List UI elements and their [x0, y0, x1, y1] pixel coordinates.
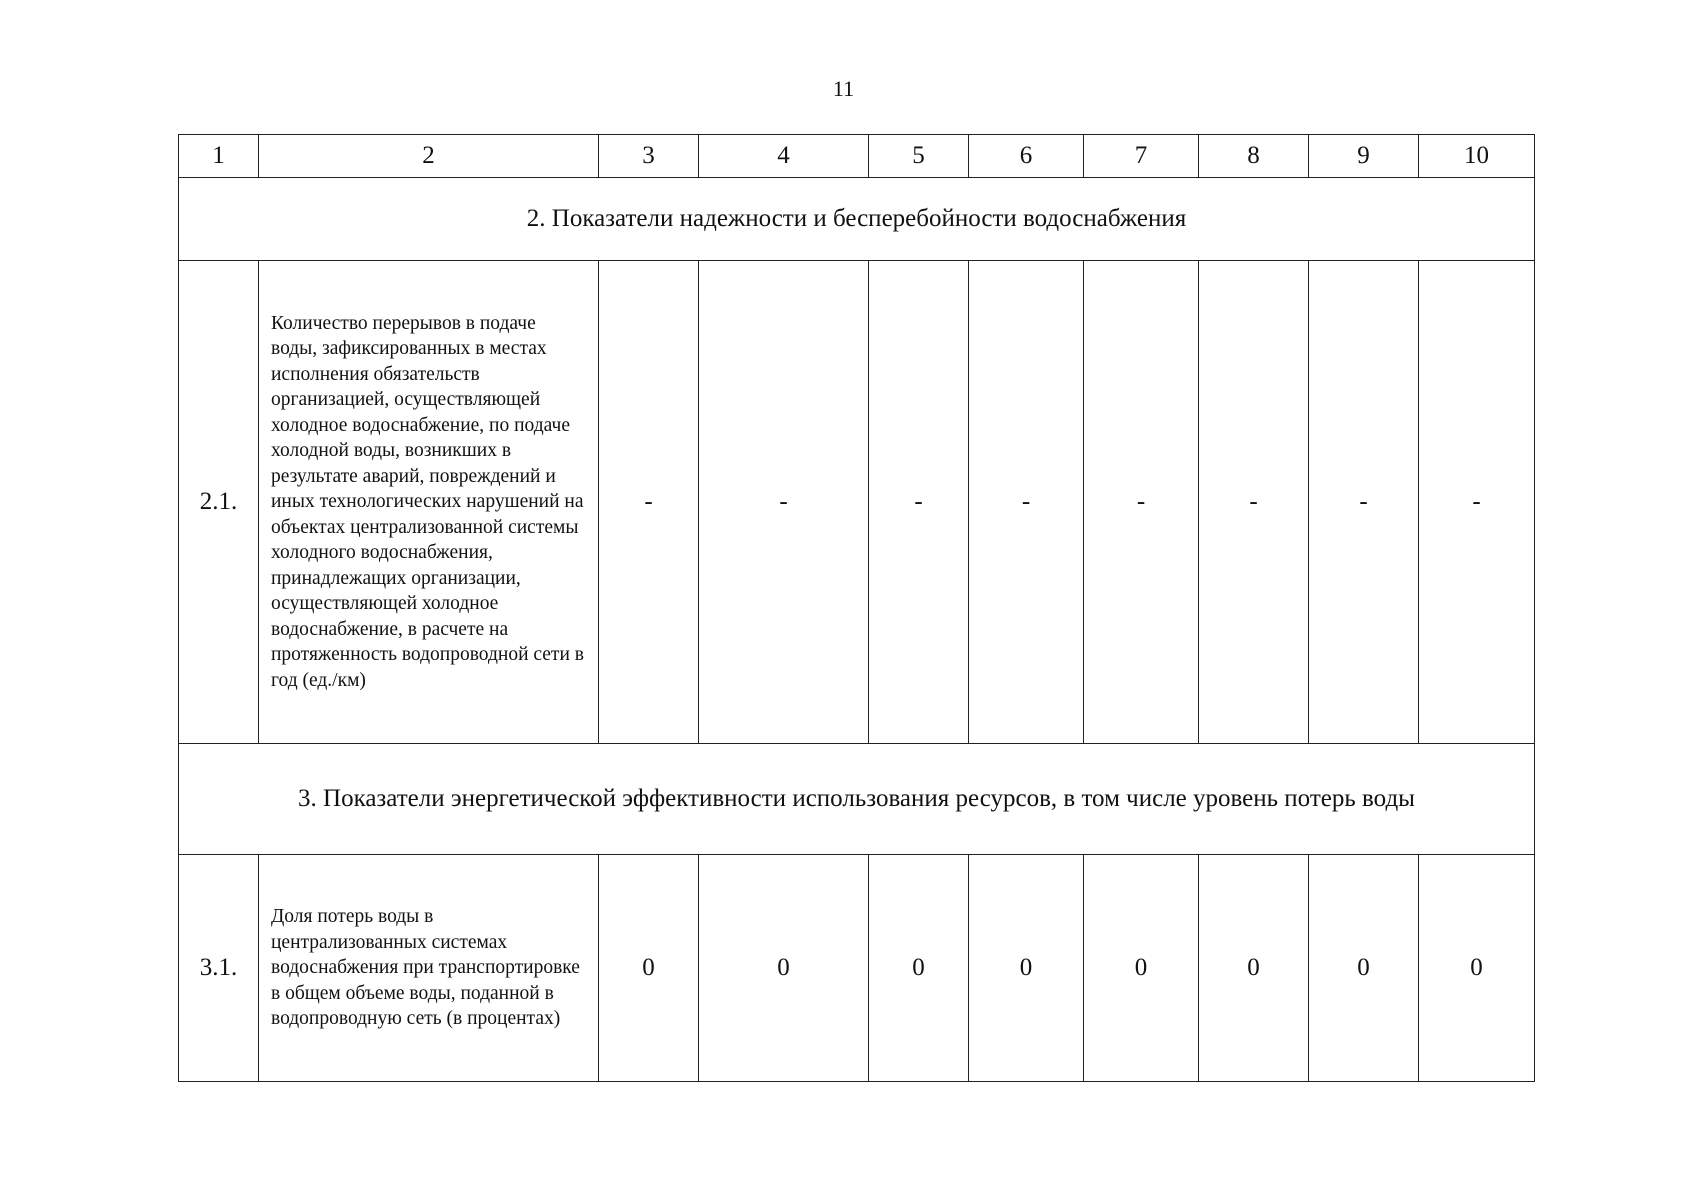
row-number: 3.1.	[179, 855, 259, 1082]
indicators-table	[178, 134, 1535, 1082]
column-header: 3	[599, 135, 699, 178]
section-title: 3. Показатели энергетической эффективности использования ресурсов, в том числе уровень потерь воды	[179, 744, 1535, 855]
value-cell: 0	[1419, 855, 1535, 1082]
value-cell: 0	[969, 855, 1084, 1082]
row-number: 2.1.	[179, 261, 259, 744]
value-cell: 0	[1084, 855, 1199, 1082]
column-header: 6	[969, 135, 1084, 178]
value-cell: -	[869, 261, 969, 744]
value-cell: -	[1084, 261, 1199, 744]
row-description: Доля потерь воды в централизованных системах водоснабжения при транспортировке в общем объеме воды, поданной в водопроводную сеть (в процентах)	[259, 855, 599, 1082]
value-cell: -	[969, 261, 1084, 744]
value-cell: 0	[1309, 855, 1419, 1082]
value-cell: -	[1419, 261, 1535, 744]
section-row	[179, 744, 1535, 855]
table-row	[179, 261, 1535, 744]
column-header: 10	[1419, 135, 1535, 178]
column-header: 9	[1309, 135, 1419, 178]
value-cell: -	[1199, 261, 1309, 744]
value-cell: 0	[599, 855, 699, 1082]
column-header: 7	[1084, 135, 1199, 178]
value-cell: 0	[869, 855, 969, 1082]
value-cell: -	[699, 261, 869, 744]
value-cell: -	[1309, 261, 1419, 744]
column-number-row	[179, 135, 1535, 178]
column-header: 1	[179, 135, 259, 178]
row-description: Количество перерывов в подаче воды, зафиксированных в местах исполнения обязательств организацией, осуществляющей холодное водоснабжение, по подаче холодной воды, возникших в результате аварий, повреждений и иных технологических нарушений на объектах централизованной системы холодного водоснабжения, принадлежащих организации, осуществляющей холодное водоснабжение, в расчете на протяженность водопроводной сети в год (ед./км)	[259, 261, 599, 744]
value-cell: 0	[699, 855, 869, 1082]
page-number: 11	[832, 76, 855, 101]
table-row	[179, 855, 1535, 1082]
column-header: 8	[1199, 135, 1309, 178]
section-row	[179, 178, 1535, 261]
value-cell: -	[599, 261, 699, 744]
column-header: 5	[869, 135, 969, 178]
column-header: 4	[699, 135, 869, 178]
section-title: 2. Показатели надежности и бесперебойности водоснабжения	[179, 178, 1535, 261]
value-cell: 0	[1199, 855, 1309, 1082]
column-header: 2	[259, 135, 599, 178]
